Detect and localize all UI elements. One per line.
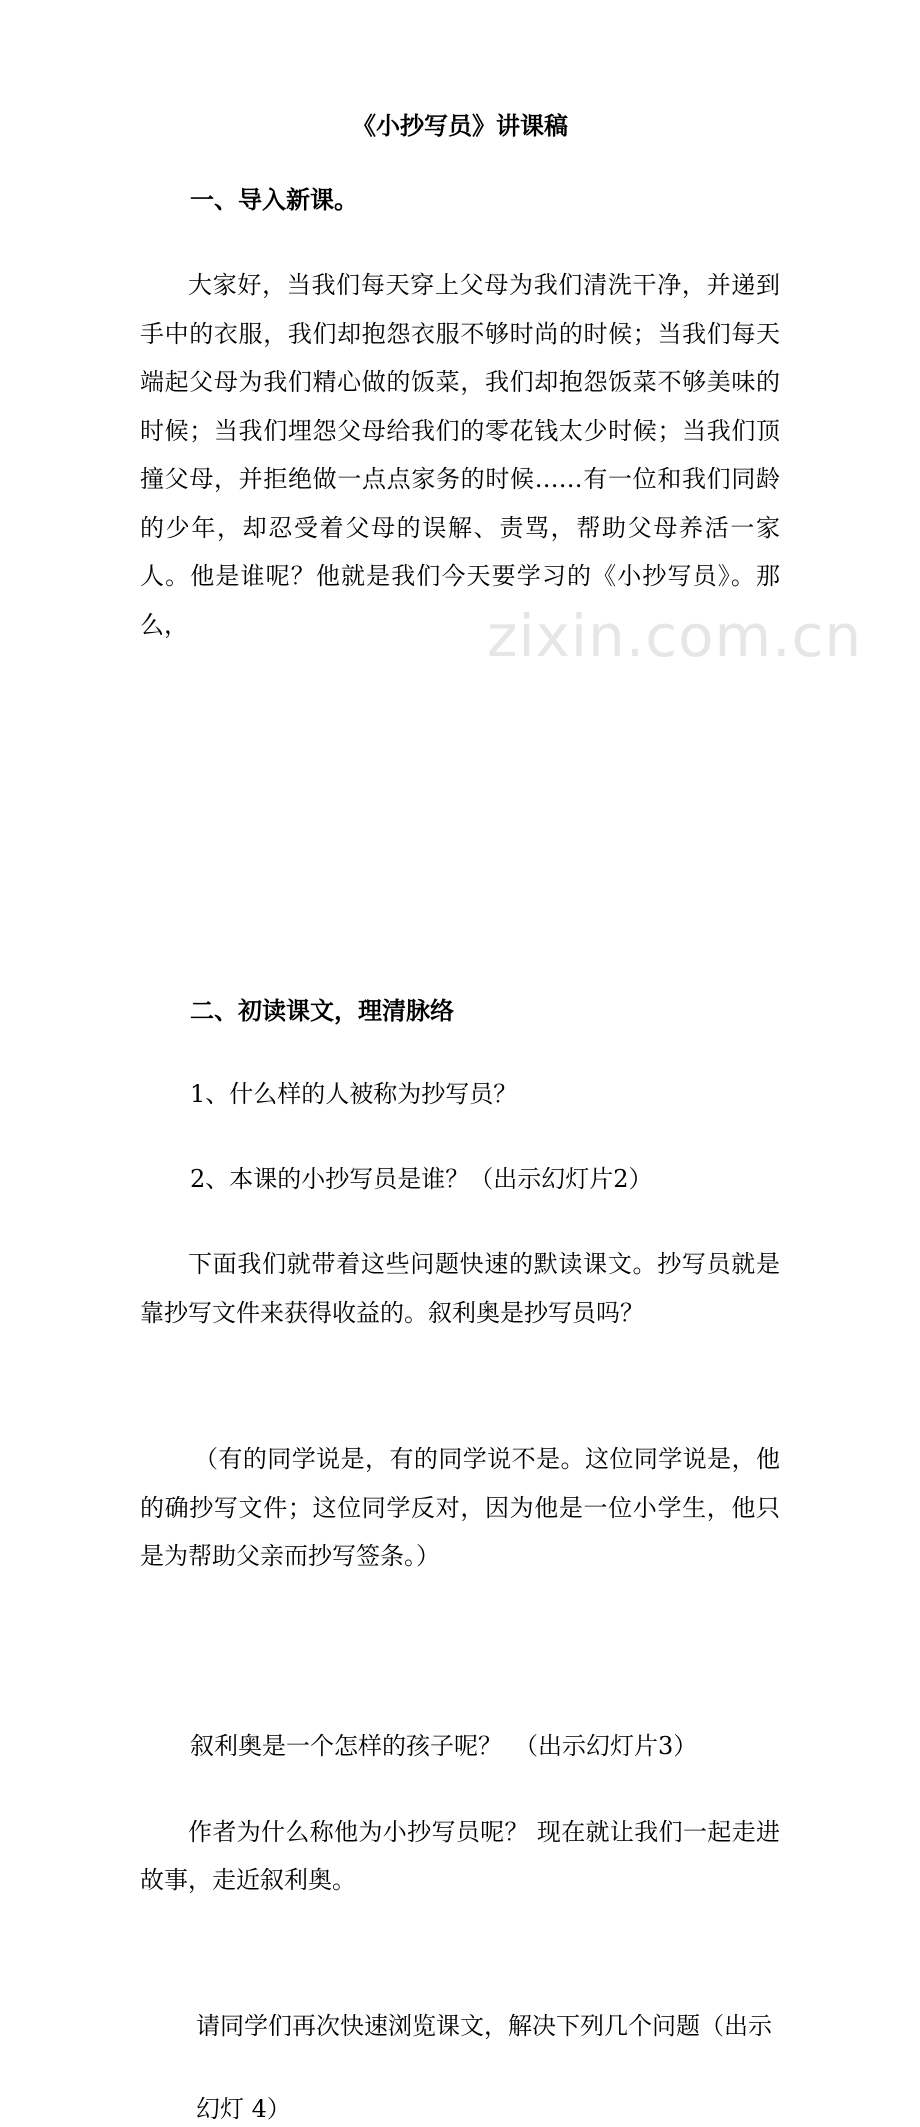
question-2: 2、本课的小抄写员是谁？（出示幻灯片2） — [190, 1165, 653, 1193]
intro-paragraph: 大家好，当我们每天穿上父母为我们清洗干净，并递到手中的衣服，我们却抱怨衣服不够时尚的时候；当我们每天端起父母为我们精心做的饭菜，我们却抱怨饭菜不够美味的时候；当我们埋怨父母给我们的零花钱太少时候；当我们顶撞父母，并拒绝做一点点家务的时候……有一位和我们同龄的少年，却忍受着父母的误解、责骂，帮助父母养活一家人。他是谁呢？他就是我们今天要学习的《小抄写员》。那么， — [140, 271, 780, 639]
task-instruction-line-2: 幻灯 4） — [196, 2094, 291, 2123]
reading-paragraph: 下面我们就带着这些问题快速的默读课文。抄写员就是靠抄写文件来获得收益的。叙利奥是抄写员吗？ — [140, 1250, 780, 1327]
watermark: zixin.com.cn — [487, 602, 863, 670]
students-discussion-paragraph: （有的同学说是，有的同学说不是。这位同学说是，他的确抄写文件；这位同学反对，因为他是一位小学生，他只是为帮助父亲而抄写签条。） — [140, 1445, 780, 1570]
character-question: 叙利奥是一个怎样的孩子呢？ （出示幻灯片3） — [190, 1731, 698, 1760]
section-heading-1: 一、导入新课。 — [190, 186, 358, 214]
title-question-paragraph: 作者为什么称他为小抄写员呢？ 现在就让我们一起走进故事，走近叙利奥。 — [140, 1817, 780, 1894]
task-instruction-line-1: 请同学们再次快速浏览课文，解决下列几个问题（出示 — [196, 2011, 772, 2040]
document-title: 《小抄写员》讲课稿 — [352, 111, 568, 140]
question-1: 1、什么样的人被称为抄写员？ — [190, 1080, 518, 1108]
section-heading-2: 二、初读课文，理清脉络 — [190, 997, 454, 1025]
